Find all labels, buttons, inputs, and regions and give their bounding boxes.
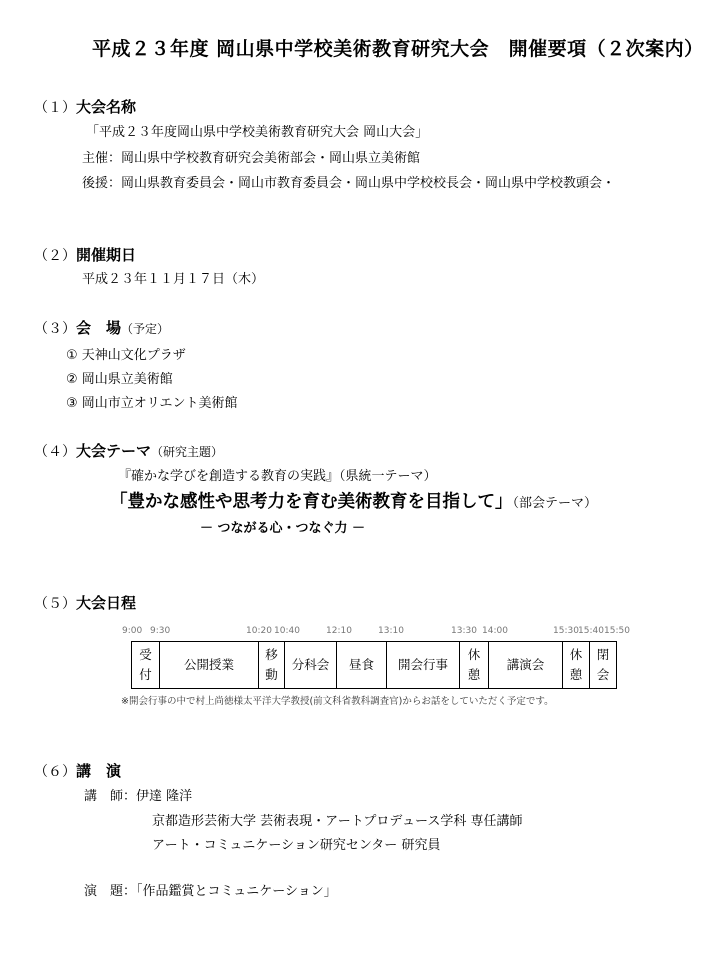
time-label: 15:40 [578,626,604,636]
schedule-cell-break-2: 休 憩 [562,642,589,688]
schedule-cell-lunch: 昼食 [336,642,386,688]
section-2-heading [34,244,136,265]
schedule-cell-opening: 開会行事 [386,642,459,688]
section-6-heading [34,760,121,781]
section-1-number: （１） [34,100,76,116]
section-1-heading [34,96,136,117]
main-theme-tag: （部会テーマ） [512,496,598,511]
schedule-cell-closing: 閉 会 [589,642,616,688]
section-3-number: （３） [34,321,76,337]
venue-item: ③ 岡山市立オリエント美術館 [66,396,238,411]
lecturer-affiliation-1: 京都造形芸術大学 芸術表現・アートプロデュース学科 専任講師 [152,814,523,829]
time-label: 15:50 [604,626,630,636]
time-label: 10:40 [274,626,300,636]
section-5-heading [34,592,136,613]
schedule-cell-move: 移 動 [258,642,284,688]
lecture-topic: 演 題：「作品鑑賞とコミュニケーション」 [84,884,337,899]
section-3-title: 会 場 [76,319,122,337]
supporters: 後援：岡山県教育委員会・岡山市教育委員会・岡山県中学校校長会・岡山県中学校教頭会・ [82,176,616,191]
schedule-cell-breakout: 分科会 [284,642,336,688]
main-theme [110,488,597,513]
sub-theme: － つながる心・つなぐ力 － [200,521,366,536]
section-1-title: 大会名称 [76,98,137,116]
page-title: 平成２３年度 岡山県中学校美術教育研究大会 開催要項（２次案内） [92,38,704,60]
section-4-heading [34,440,223,461]
section-6-number: （６） [34,764,76,780]
section-3-tag: （予定） [121,322,170,336]
section-2-number: （２） [34,248,76,264]
section-4-tag: （研究主題） [151,445,224,459]
schedule-cell-reception: 受 付 [139,647,152,682]
main-theme-text: 「豊かな感性や思考力を育む美術教育を目指して」 [110,492,513,512]
time-label: 14:00 [482,626,508,636]
time-label: 9:00 [122,626,143,636]
venue-item: ② 岡山県立美術館 [66,372,173,387]
lecturer-affiliation-2: アート・コミュニケーション研究センター 研究員 [152,838,441,853]
schedule-note: ※開会行事の中で村上尚徳様太平洋大学教授(前文科省教科調査官)からお話をしていただく予定です。 [121,696,554,707]
venue-item: ① 天神山文化プラザ [66,348,186,363]
time-label: 13:30 [451,626,477,636]
section-6-title: 講 演 [76,762,122,780]
time-label: 12:10 [326,626,352,636]
time-label: 13:10 [378,626,404,636]
unified-theme: 『確かな学びを創造する教育の実践』（県統一テーマ） [118,469,437,484]
organizer: 主催：岡山県中学校教育研究会美術部会・岡山県立美術館 [82,151,421,166]
time-label: 15:30 [553,626,579,636]
section-3-heading [34,317,169,338]
section-4-title: 大会テーマ [76,442,152,460]
schedule-cell-lecture: 講演会 [488,642,562,688]
section-5-number: （５） [34,596,76,612]
section-4-number: （４） [34,444,76,460]
lecturer-name: 講 師：伊達 隆洋 [84,789,193,804]
section-2-title: 開催期日 [76,246,137,264]
event-date: 平成２３年１１月１７日（木） [82,272,265,287]
section-5-title: 大会日程 [76,594,137,612]
schedule-cell-break-1: 休 憩 [459,642,488,688]
event-name: 「平成２３年度岡山県中学校美術教育研究大会 岡山大会」 [86,125,429,140]
time-label: 10:20 [246,626,272,636]
time-label: 9:30 [150,626,171,636]
schedule-table [131,641,617,689]
schedule-cell-open-class: 公開授業 [159,642,258,688]
